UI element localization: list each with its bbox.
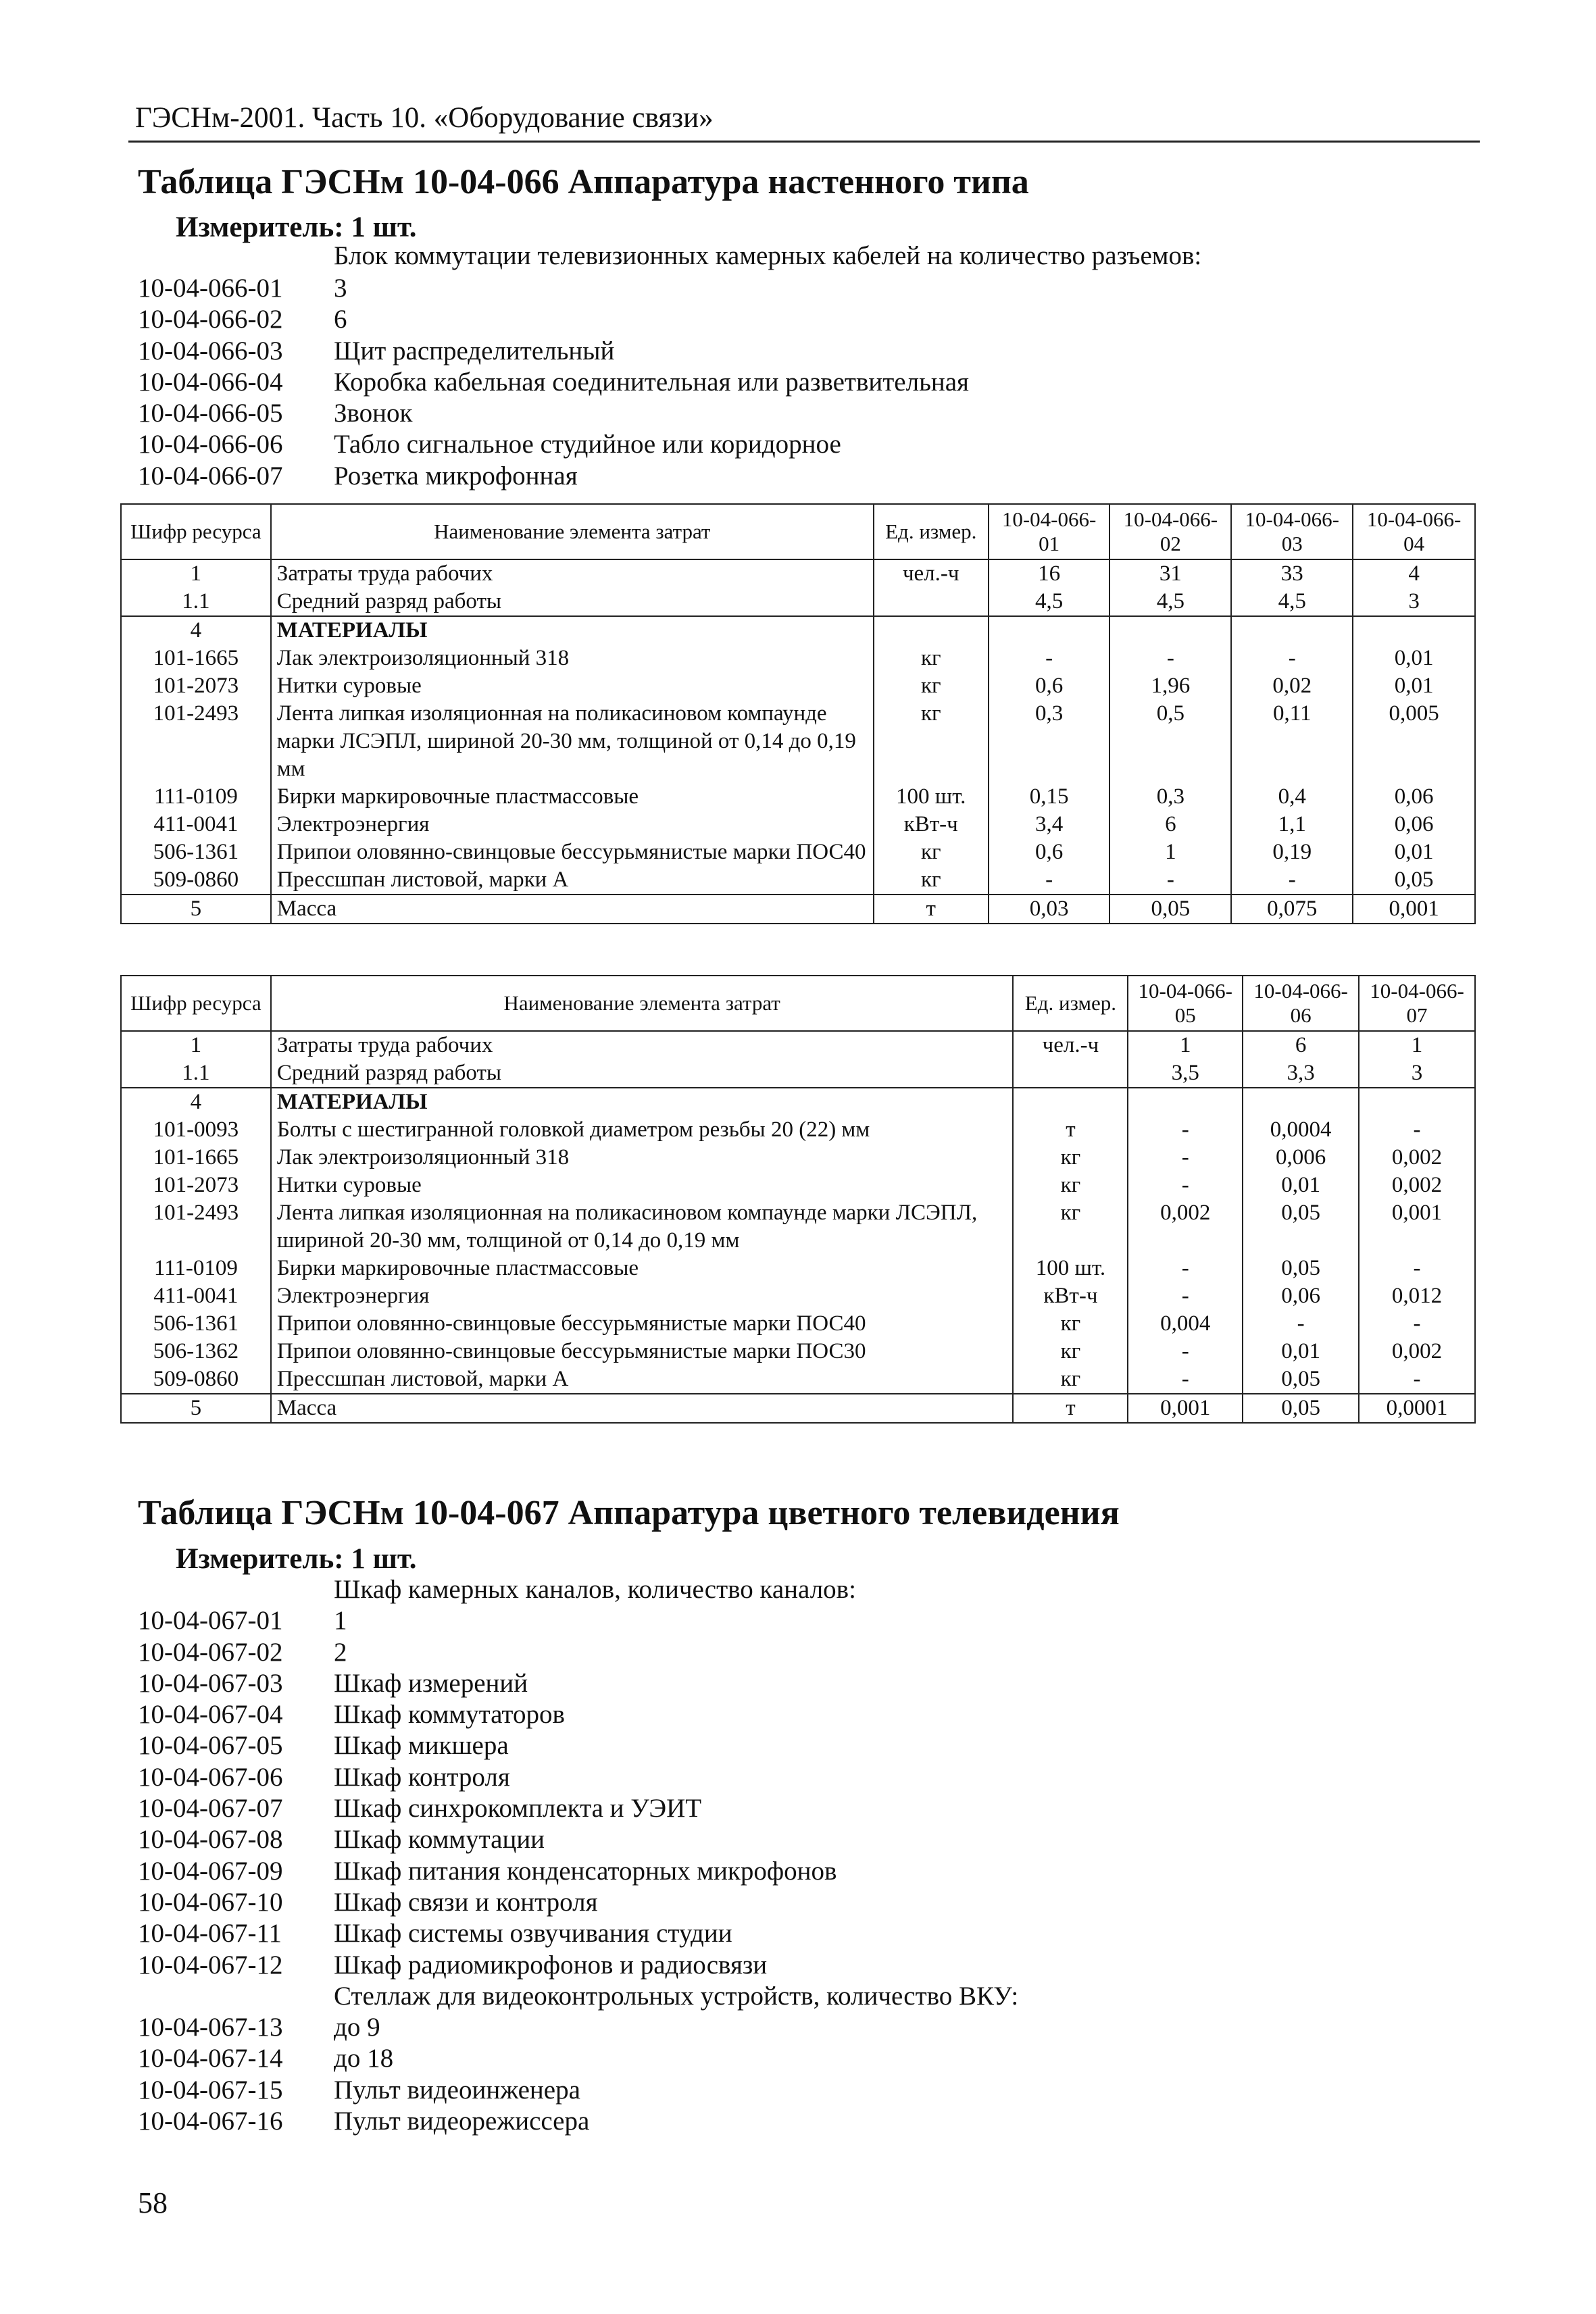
- table-066-title: Таблица ГЭСНм 10-04-066 Аппаратура настенного типа: [138, 163, 1029, 201]
- cost-element-name: Болты с шестигранной головкой диаметром резьбы 20 (22) мм: [271, 1116, 1014, 1144]
- norm-value: 0,05: [1243, 1365, 1359, 1394]
- list-item: [138, 1856, 1018, 1887]
- cost-element-name: Средний разряд работы: [271, 588, 874, 616]
- entry-code: [138, 1981, 334, 2012]
- resource-code: 506-1361: [121, 838, 271, 866]
- header-col: 10-04-066-03: [1231, 504, 1353, 559]
- unit: кг: [1013, 1144, 1128, 1172]
- entry-code: 10-04-067-05: [138, 1731, 283, 1761]
- norm-value: [1231, 616, 1353, 645]
- norm-value: 0,002: [1128, 1199, 1243, 1255]
- table-row: [121, 1172, 1475, 1199]
- unit: кг: [1013, 1338, 1128, 1365]
- norm-value: 0,4: [1231, 783, 1353, 811]
- unit: [874, 588, 989, 616]
- resource-code: 5: [121, 895, 271, 924]
- entry-description: 1: [334, 1606, 347, 1636]
- entry-code: 10-04-066-05: [138, 399, 283, 428]
- unit: [1013, 1088, 1128, 1116]
- norm-value: 3: [1353, 588, 1475, 616]
- cost-element-name: Бирки маркировочные пластмассовые: [271, 1255, 1014, 1282]
- list-item: [138, 1887, 1018, 1918]
- unit: чел.-ч: [1013, 1031, 1128, 1059]
- table-row: [121, 838, 1475, 866]
- resource-code: 111-0109: [121, 1255, 271, 1282]
- norm-value: 0,3: [989, 700, 1110, 783]
- unit: чел.-ч: [874, 559, 989, 588]
- header-name: Наименование элемента затрат: [271, 504, 874, 559]
- cost-element-name: Нитки суровые: [271, 672, 874, 700]
- norm-value: 0,01: [1353, 645, 1475, 672]
- table-row: [121, 1199, 1475, 1255]
- entry-description: 6: [334, 305, 347, 334]
- entry-description: Шкаф системы озвучивания студии: [334, 1919, 732, 1948]
- entry-code: 10-04-066-03: [138, 336, 283, 366]
- header-unit: Ед. измер.: [1013, 976, 1128, 1031]
- resource-code: 1: [121, 1031, 271, 1059]
- table-row: [121, 588, 1475, 616]
- entry-code: 10-04-067-10: [138, 1887, 283, 1917]
- header-col: 10-04-066-06: [1243, 976, 1359, 1031]
- resource-code: 411-0041: [121, 811, 271, 838]
- norm-value: 0,19: [1231, 838, 1353, 866]
- entry-description: Шкаф микшера: [334, 1731, 509, 1761]
- cost-element-name: Масса: [271, 1394, 1014, 1423]
- norm-value: 4: [1353, 559, 1475, 588]
- header-name: Наименование элемента затрат: [271, 976, 1014, 1031]
- entry-description: Табло сигнальное студийное или коридорное: [334, 430, 841, 459]
- norm-value: 0,001: [1359, 1199, 1475, 1255]
- list-item: [138, 1668, 1018, 1699]
- entry-code: 10-04-067-11: [138, 1919, 282, 1948]
- cost-element-name: Электроэнергия: [271, 1282, 1014, 1310]
- list-item: [138, 1699, 1018, 1730]
- header-col: 10-04-066-05: [1128, 976, 1243, 1031]
- norm-value: 0,05: [1243, 1255, 1359, 1282]
- list-item: [138, 2075, 1018, 2106]
- entry-code: 10-04-066-04: [138, 367, 283, 397]
- norm-value: 6: [1109, 811, 1231, 838]
- table-row: [121, 1088, 1475, 1116]
- entry-description: Пульт видеорежиссера: [334, 2107, 590, 2136]
- entry-code: 10-04-067-16: [138, 2107, 283, 2136]
- list-item: [138, 1918, 1018, 1949]
- norm-value: -: [1359, 1116, 1475, 1144]
- unit: кг: [1013, 1310, 1128, 1338]
- norm-value: 0,05: [1243, 1394, 1359, 1423]
- cost-element-name: Лак электроизоляционный 318: [271, 1144, 1014, 1172]
- norm-value: -: [989, 645, 1110, 672]
- entry-code: 10-04-067-07: [138, 1794, 283, 1823]
- entry-description: Коробка кабельная соединительная или разветвительная: [334, 367, 969, 397]
- norm-value: 6: [1243, 1031, 1359, 1059]
- entry-description: Шкаф измерений: [334, 1668, 528, 1698]
- norm-value: [989, 616, 1110, 645]
- resource-code: 4: [121, 1088, 271, 1116]
- entry-description: Шкаф питания конденсаторных микрофонов: [334, 1856, 837, 1886]
- header-unit: Ед. измер.: [874, 504, 989, 559]
- resource-code: 1.1: [121, 1059, 271, 1088]
- table-row: [121, 1282, 1475, 1310]
- table-row: [121, 1394, 1475, 1423]
- table-066-entries: [138, 273, 969, 492]
- norm-value: 0,02: [1231, 672, 1353, 700]
- list-item: [138, 304, 969, 335]
- norm-value: 0,05: [1243, 1199, 1359, 1255]
- entry-code: 10-04-066-07: [138, 461, 283, 491]
- table-row: [121, 1059, 1475, 1088]
- table-row: [121, 672, 1475, 700]
- entry-code: 10-04-067-02: [138, 1637, 283, 1667]
- cost-element-name: Припои оловянно-свинцовые бессурьмянистые марки ПОС40: [271, 1310, 1014, 1338]
- unit: кг: [874, 672, 989, 700]
- norm-value: 0,004: [1128, 1310, 1243, 1338]
- entry-code: 10-04-066-01: [138, 274, 283, 303]
- unit: кг: [1013, 1365, 1128, 1394]
- norm-value: 1: [1109, 838, 1231, 866]
- resource-code: 1.1: [121, 588, 271, 616]
- entry-code: 10-04-067-04: [138, 1700, 283, 1730]
- table-row: [121, 645, 1475, 672]
- norm-value: [1353, 616, 1475, 645]
- unit: кг: [1013, 1172, 1128, 1199]
- table-row: [121, 1255, 1475, 1282]
- page-number: 58: [138, 2186, 168, 2219]
- unit: [874, 616, 989, 645]
- table-row: [121, 700, 1475, 783]
- norm-value: 0,001: [1353, 895, 1475, 924]
- list-item: [138, 398, 969, 429]
- list-item: [138, 1981, 1018, 2012]
- norm-value: [1109, 616, 1231, 645]
- cost-element-name: Затраты труда рабочих: [271, 559, 874, 588]
- entry-description: Шкаф коммутаторов: [334, 1700, 565, 1730]
- header-rule: [128, 141, 1480, 143]
- norm-value: 1,1: [1231, 811, 1353, 838]
- entry-code: 10-04-067-15: [138, 2075, 283, 2105]
- unit: т: [1013, 1394, 1128, 1423]
- norm-value: 0,01: [1243, 1338, 1359, 1365]
- norm-value: [1128, 1088, 1243, 1116]
- entry-code: 10-04-066-02: [138, 305, 283, 334]
- norm-value: -: [1359, 1255, 1475, 1282]
- cost-element-name: Затраты труда рабочих: [271, 1031, 1014, 1059]
- norm-value: 0,01: [1353, 672, 1475, 700]
- table-row: [121, 866, 1475, 895]
- table-row: [121, 1365, 1475, 1394]
- entry-description: 2: [334, 1637, 347, 1667]
- norm-value: -: [1128, 1338, 1243, 1365]
- norm-value: 1: [1359, 1031, 1475, 1059]
- entry-description: Щит распределительный: [334, 336, 615, 366]
- norm-value: 0,0001: [1359, 1394, 1475, 1423]
- table-row: [121, 895, 1475, 924]
- norm-value: -: [1128, 1116, 1243, 1144]
- cost-element-name: Прессшпан листовой, марки А: [271, 1365, 1014, 1394]
- list-item: [138, 1574, 1018, 1605]
- resource-code: 101-1665: [121, 1144, 271, 1172]
- entry-description: Шкаф контроля: [334, 1762, 510, 1792]
- list-item: [138, 1762, 1018, 1793]
- entry-description: Стеллаж для видеоконтрольных устройств, количество ВКУ:: [334, 1981, 1019, 2011]
- norm-value: 16: [989, 559, 1110, 588]
- table-067-title: Таблица ГЭСНм 10-04-067 Аппаратура цветного телевидения: [138, 1494, 1120, 1532]
- resource-code: 509-0860: [121, 1365, 271, 1394]
- entry-description: Шкаф связи и контроля: [334, 1887, 598, 1917]
- list-item: [138, 2043, 1018, 2074]
- list-item: [138, 1793, 1018, 1824]
- entry-code: 10-04-067-12: [138, 1950, 283, 1980]
- entry-code: 10-04-067-06: [138, 1762, 283, 1792]
- resource-code: 4: [121, 616, 271, 645]
- header-code: Шифр ресурса: [121, 504, 271, 559]
- norm-value: -: [1128, 1365, 1243, 1394]
- resource-code: 5: [121, 1394, 271, 1423]
- resource-code: 411-0041: [121, 1282, 271, 1310]
- list-item: [138, 273, 969, 304]
- entry-code: 10-04-067-03: [138, 1668, 283, 1698]
- norm-value: 0,002: [1359, 1172, 1475, 1199]
- norm-value: 4,5: [989, 588, 1110, 616]
- norm-value: 0,006: [1243, 1144, 1359, 1172]
- entry-code: 10-04-067-14: [138, 2044, 283, 2073]
- cost-element-name: Прессшпан листовой, марки А: [271, 866, 874, 895]
- norm-value: -: [1359, 1310, 1475, 1338]
- cost-element-name: Средний разряд работы: [271, 1059, 1014, 1088]
- list-item: [138, 1637, 1018, 1668]
- cost-element-name: Бирки маркировочные пластмассовые: [271, 783, 874, 811]
- unit: [1013, 1059, 1128, 1088]
- norm-value: 0,5: [1109, 700, 1231, 783]
- table-row: [121, 559, 1475, 588]
- list-item: [138, 2106, 1018, 2137]
- list-item: [138, 1730, 1018, 1761]
- resource-code: 101-2493: [121, 1199, 271, 1255]
- list-item: [138, 2012, 1018, 2043]
- norm-value: 3: [1359, 1059, 1475, 1088]
- cost-element-name: Припои оловянно-свинцовые бессурьмянистые марки ПОС40: [271, 838, 874, 866]
- table-row: [121, 1031, 1475, 1059]
- cost-element-name: Электроэнергия: [271, 811, 874, 838]
- norm-value: 0,01: [1353, 838, 1475, 866]
- norm-value: -: [1359, 1365, 1475, 1394]
- table-row: [121, 1338, 1475, 1365]
- cost-element-name: Масса: [271, 895, 874, 924]
- resource-code: 509-0860: [121, 866, 271, 895]
- norm-value: -: [1109, 866, 1231, 895]
- entry-description: Розетка микрофонная: [334, 461, 578, 491]
- unit: т: [874, 895, 989, 924]
- unit: кг: [874, 866, 989, 895]
- entry-description: до 18: [334, 2044, 394, 2073]
- resource-code: 101-2493: [121, 700, 271, 783]
- list-item: [138, 1824, 1018, 1855]
- norm-value: -: [1231, 645, 1353, 672]
- list-item: [138, 336, 969, 367]
- entry-code: 10-04-067-01: [138, 1606, 283, 1636]
- list-item: [138, 1605, 1018, 1636]
- resource-code: 506-1361: [121, 1310, 271, 1338]
- norm-value: [1359, 1088, 1475, 1116]
- norm-value: 0,001: [1128, 1394, 1243, 1423]
- entry-description: Шкаф радиомикрофонов и радиосвязи: [334, 1950, 768, 1980]
- norm-value: 3,3: [1243, 1059, 1359, 1088]
- cost-element-name: МАТЕРИАЛЫ: [271, 1088, 1014, 1116]
- table-067-measure: Измеритель: 1 шт.: [176, 1543, 417, 1575]
- resource-code: 101-0093: [121, 1116, 271, 1144]
- norm-value: -: [1128, 1144, 1243, 1172]
- header-col: 10-04-066-04: [1353, 504, 1475, 559]
- norm-value: 0,012: [1359, 1282, 1475, 1310]
- norm-value: -: [1128, 1172, 1243, 1199]
- table-066-measure: Измеритель: 1 шт.: [176, 211, 417, 243]
- entry-description: 3: [334, 274, 347, 303]
- norm-value: 0,06: [1353, 783, 1475, 811]
- norm-value: -: [1128, 1255, 1243, 1282]
- running-head: ГЭСНм-2001. Часть 10. «Оборудование связи»: [135, 102, 714, 134]
- entry-code: 10-04-067-08: [138, 1825, 283, 1855]
- resource-code: 101-2073: [121, 1172, 271, 1199]
- cost-element-name: Нитки суровые: [271, 1172, 1014, 1199]
- cost-element-name: Лента липкая изоляционная на поликасиновом компаунде марки ЛСЭПЛ, шириной 20-30 мм, толщиной от 0,14 до 0,19 мм: [271, 1199, 1014, 1255]
- entry-code: [138, 1574, 334, 1605]
- norm-value: 0,075: [1231, 895, 1353, 924]
- entry-code: 10-04-067-13: [138, 2013, 283, 2042]
- entry-code: 10-04-066-06: [138, 430, 283, 459]
- norm-value: 0,06: [1353, 811, 1475, 838]
- cost-table-066-01-04: [120, 503, 1476, 924]
- table-row: [121, 1310, 1475, 1338]
- norm-value: 33: [1231, 559, 1353, 588]
- norm-value: -: [1231, 866, 1353, 895]
- norm-value: -: [1128, 1282, 1243, 1310]
- header-col: 10-04-066-02: [1109, 504, 1231, 559]
- norm-value: -: [989, 866, 1110, 895]
- unit: 100 шт.: [874, 783, 989, 811]
- norm-value: 0,15: [989, 783, 1110, 811]
- norm-value: 0,6: [989, 838, 1110, 866]
- header-col: 10-04-066-07: [1359, 976, 1475, 1031]
- norm-value: 0,05: [1353, 866, 1475, 895]
- unit: кг: [874, 838, 989, 866]
- header-col: 10-04-066-01: [989, 504, 1110, 559]
- entry-description: Звонок: [334, 399, 413, 428]
- table-066-intro: Блок коммутации телевизионных камерных кабелей на количество разъемов:: [334, 241, 1202, 270]
- norm-value: 0,05: [1109, 895, 1231, 924]
- cost-table-066-05-07: [120, 975, 1476, 1424]
- unit: кг: [874, 645, 989, 672]
- table-row: [121, 616, 1475, 645]
- entry-description: Шкаф синхрокомплекта и УЭИТ: [334, 1794, 702, 1823]
- unit: кВт-ч: [874, 811, 989, 838]
- list-item: [138, 367, 969, 398]
- cost-element-name: Припои оловянно-свинцовые бессурьмянистые марки ПОС30: [271, 1338, 1014, 1365]
- norm-value: 0,002: [1359, 1144, 1475, 1172]
- list-item: [138, 1950, 1018, 1981]
- unit: кг: [1013, 1199, 1128, 1255]
- unit: т: [1013, 1116, 1128, 1144]
- entry-description: Шкаф коммутации: [334, 1825, 545, 1855]
- entry-description: Пульт видеоинженера: [334, 2075, 580, 2105]
- table-row: [121, 1116, 1475, 1144]
- header-code: Шифр ресурса: [121, 976, 271, 1031]
- entry-description: Шкаф камерных каналов, количество каналов:: [334, 1575, 856, 1604]
- cost-element-name: Лак электроизоляционный 318: [271, 645, 874, 672]
- resource-code: 101-1665: [121, 645, 271, 672]
- unit: 100 шт.: [1013, 1255, 1128, 1282]
- table-row: [121, 811, 1475, 838]
- norm-value: 4,5: [1109, 588, 1231, 616]
- norm-value: 1: [1128, 1031, 1243, 1059]
- norm-value: -: [1243, 1310, 1359, 1338]
- cost-element-name: Лента липкая изоляционная на поликасиновом компаунде марки ЛСЭПЛ, шириной 20-30 мм, толщиной от 0,14 до 0,19 мм: [271, 700, 874, 783]
- norm-value: 1,96: [1109, 672, 1231, 700]
- resource-code: 111-0109: [121, 783, 271, 811]
- norm-value: 31: [1109, 559, 1231, 588]
- unit: кг: [874, 700, 989, 783]
- resource-code: 101-2073: [121, 672, 271, 700]
- norm-value: 0,06: [1243, 1282, 1359, 1310]
- unit: кВт-ч: [1013, 1282, 1128, 1310]
- list-item: [138, 429, 969, 460]
- norm-value: 4,5: [1231, 588, 1353, 616]
- norm-value: 0,3: [1109, 783, 1231, 811]
- table-067-entries: [138, 1574, 1018, 2137]
- norm-value: 0,002: [1359, 1338, 1475, 1365]
- table-row: [121, 783, 1475, 811]
- norm-value: 3,4: [989, 811, 1110, 838]
- norm-value: -: [1109, 645, 1231, 672]
- norm-value: 3,5: [1128, 1059, 1243, 1088]
- cost-element-name: МАТЕРИАЛЫ: [271, 616, 874, 645]
- resource-code: 506-1362: [121, 1338, 271, 1365]
- norm-value: 0,005: [1353, 700, 1475, 783]
- norm-value: [1243, 1088, 1359, 1116]
- list-item: [138, 461, 969, 492]
- norm-value: 0,0004: [1243, 1116, 1359, 1144]
- norm-value: 0,01: [1243, 1172, 1359, 1199]
- entry-code: 10-04-067-09: [138, 1856, 283, 1886]
- norm-value: 0,6: [989, 672, 1110, 700]
- table-row: [121, 1144, 1475, 1172]
- norm-value: 0,03: [989, 895, 1110, 924]
- resource-code: 1: [121, 559, 271, 588]
- entry-description: до 9: [334, 2013, 380, 2042]
- norm-value: 0,11: [1231, 700, 1353, 783]
